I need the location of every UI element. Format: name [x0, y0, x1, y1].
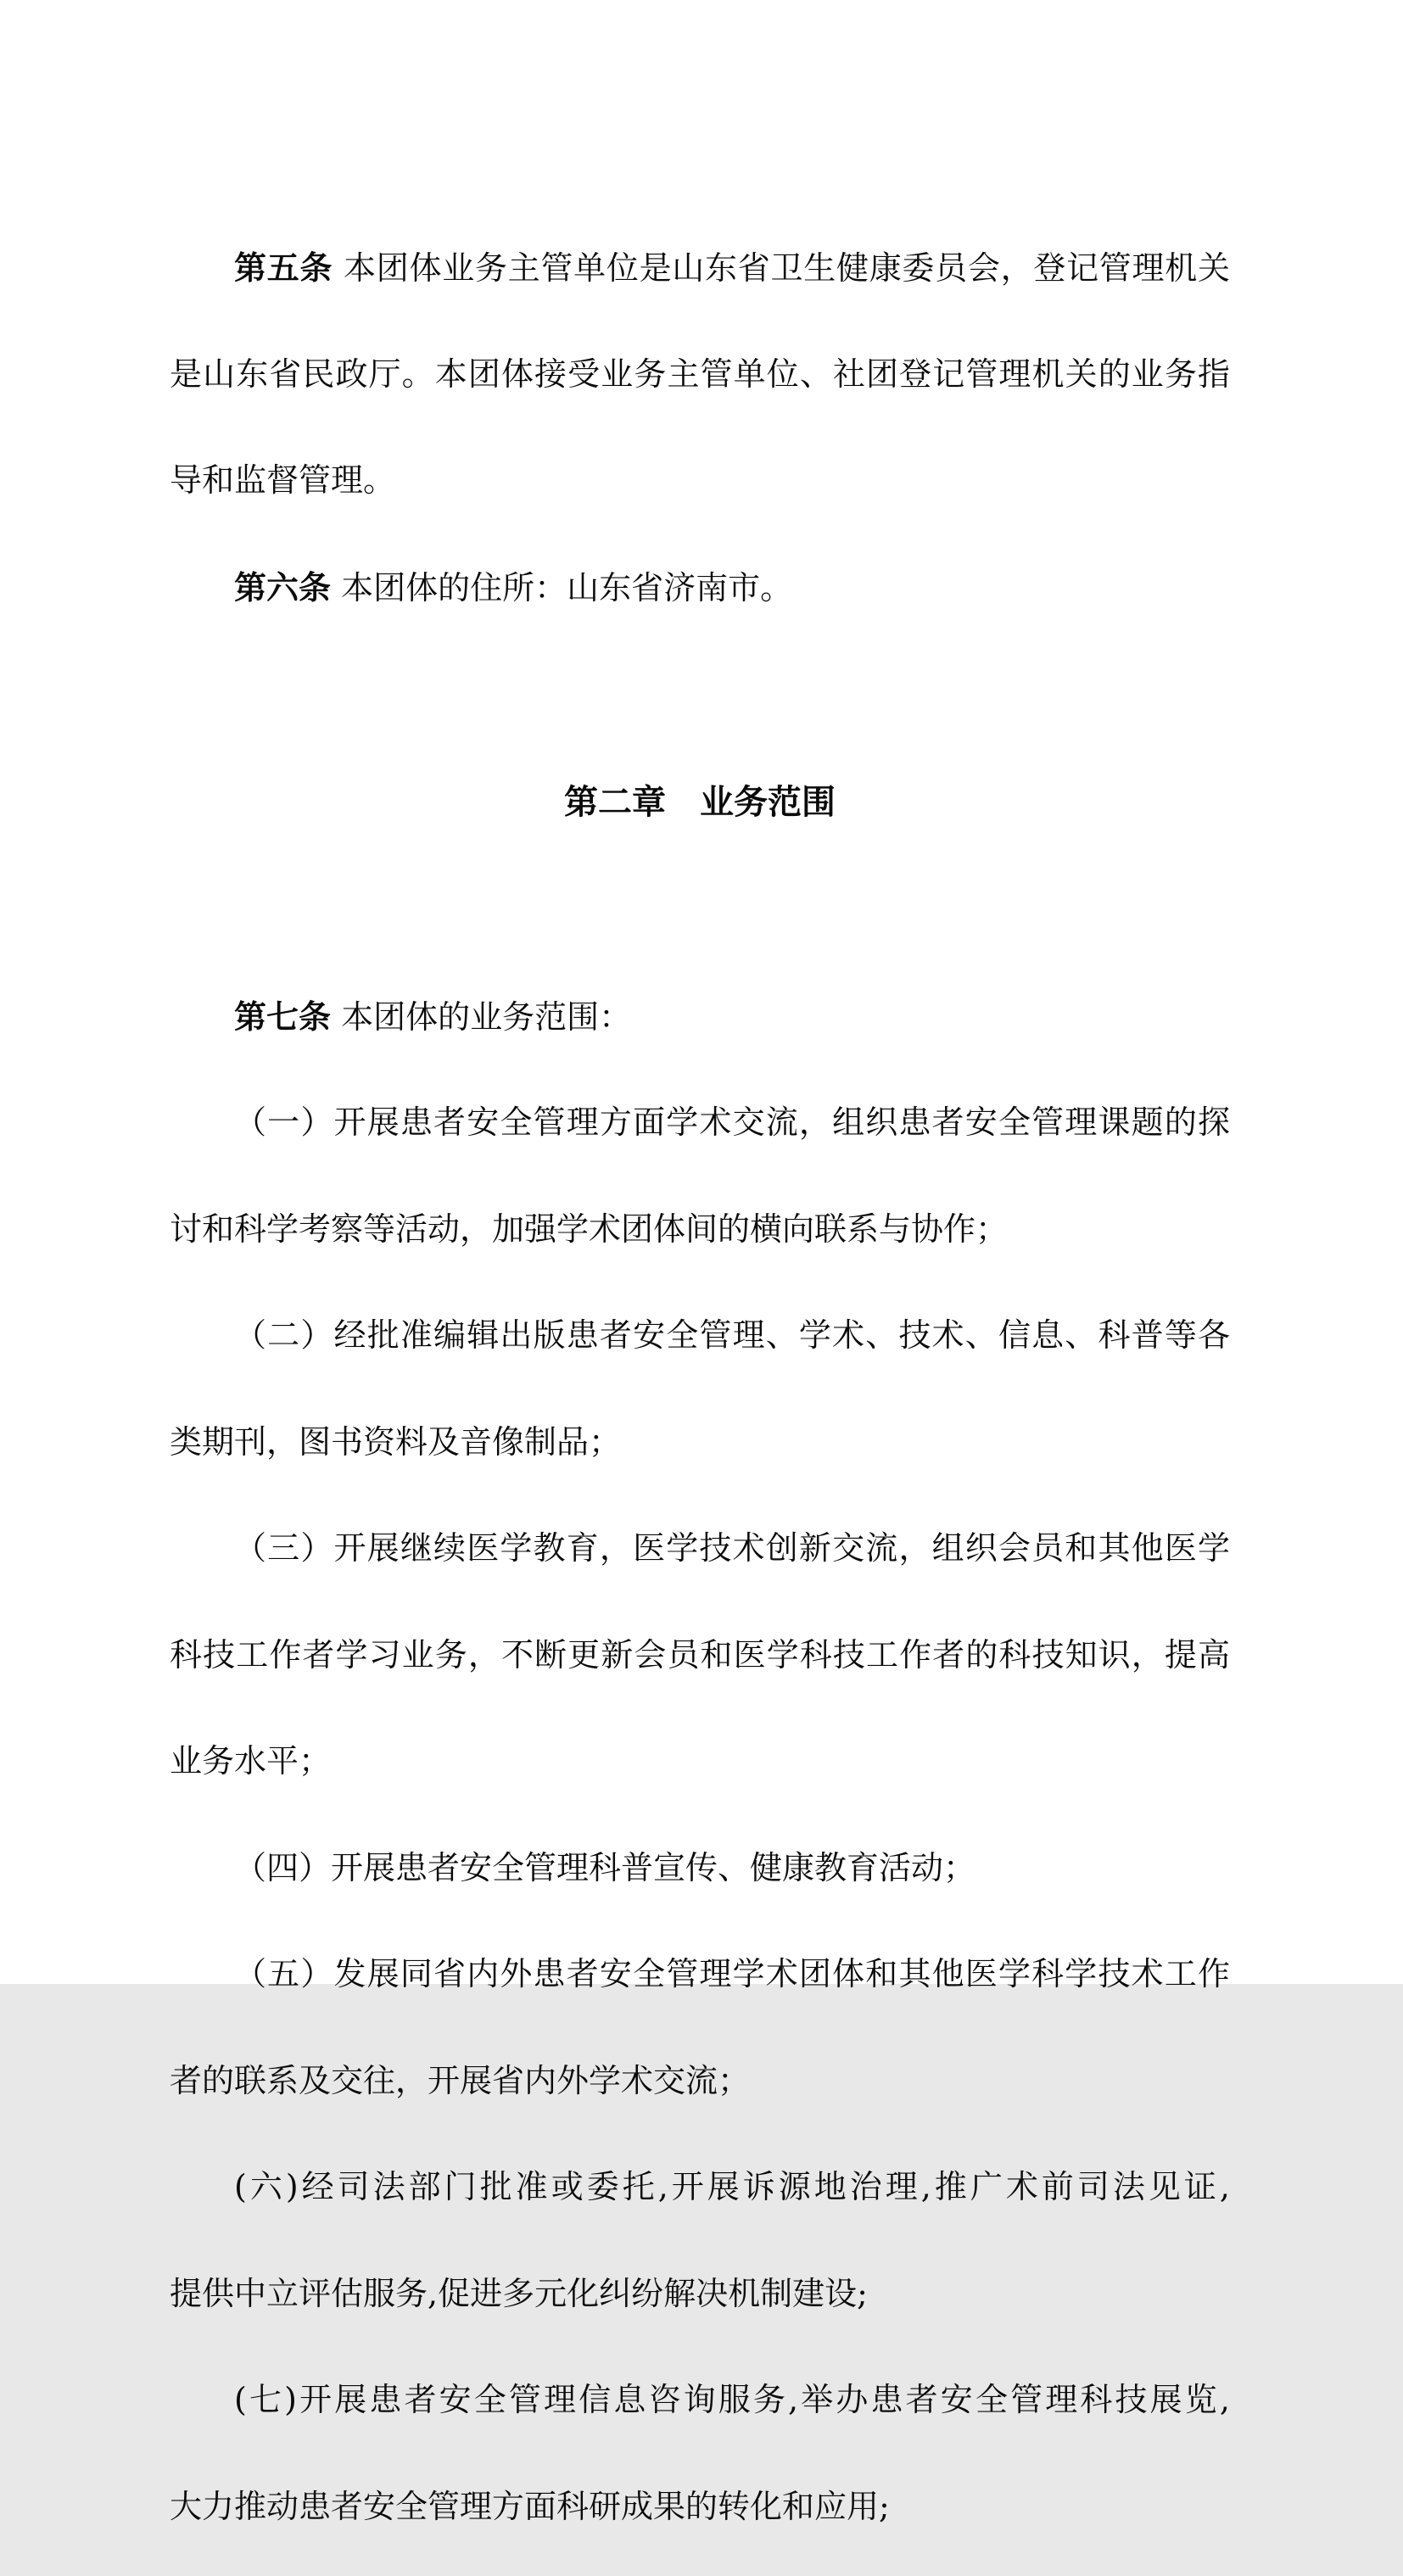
item-4-line: （四）开展患者安全管理科普宣传、健康教育活动； [234, 1848, 976, 1886]
item-5-line-2: 者的联系及交往，开展省内外学术交流； [170, 2061, 751, 2099]
blank-line [170, 657, 1230, 731]
item-3-line-3: 业务水平； [170, 1742, 332, 1780]
article-5-line-2: 是山东省民政厅。本团体接受业务主管单位、社团登记管理机关的业务指 [170, 355, 1230, 393]
article-6-label: 第六条 [234, 567, 332, 606]
article-5-line-1-text: 本团体业务主管单位是山东省卫生健康委员会，登记管理机关 [333, 249, 1230, 287]
item-7-line-1: (七)开展患者安全管理信息咨询服务,举办患者安全管理科技展览, [234, 2381, 1230, 2418]
item-3-line-2: 科技工作者学习业务，不断更新会员和医学科技工作者的科技知识，提高 [170, 1635, 1230, 1674]
article-6-line [170, 550, 1230, 625]
document-body [170, 198, 1230, 2576]
article-5-line-3: 导和监督管理。 [170, 461, 396, 499]
article-7-label: 第七条 [234, 997, 332, 1036]
item-1-line-2: 讨和科学考察等活动，加强学术团体间的横向联系与协作； [170, 1210, 1009, 1248]
article-6-text: 本团体的住所：山东省济南市。 [331, 568, 793, 606]
article-5-label: 第五条 [234, 249, 333, 287]
article-7-intro-line [170, 980, 1230, 1054]
item-5-line-1: （五）发展同省内外患者安全管理学术团体和其他医学科学技术工作 [234, 1955, 1230, 1992]
item-7-line-2: 大力推动患者安全管理方面科研成果的转化和应用; [170, 2487, 890, 2525]
item-1-line-1: （一）开展患者安全管理方面学术交流，组织患者安全管理课题的探 [234, 1104, 1230, 1141]
item-6-line-2: 提供中立评估服务,促进多元化纠纷解决机制建设; [170, 2274, 868, 2312]
item-3-line-1: （三）开展继续医学教育，医学技术创新交流，组织会员和其他医学 [234, 1529, 1230, 1567]
item-2-line-2: 类期刊，图书资料及音像制品； [170, 1422, 622, 1461]
blank-line [170, 873, 1230, 947]
item-6-line-1: (六)经司法部门批准或委托,开展诉源地治理,推广术前司法见证, [234, 2168, 1230, 2205]
article-5-line-1 [170, 231, 1230, 305]
article-7-intro-text: 本团体的业务范围： [331, 997, 632, 1036]
item-2-line-1: （二）经批准编辑出版患者安全管理、学术、技术、信息、科普等各 [234, 1316, 1230, 1354]
chapter-2-heading: 第二章 业务范围 [564, 781, 836, 822]
